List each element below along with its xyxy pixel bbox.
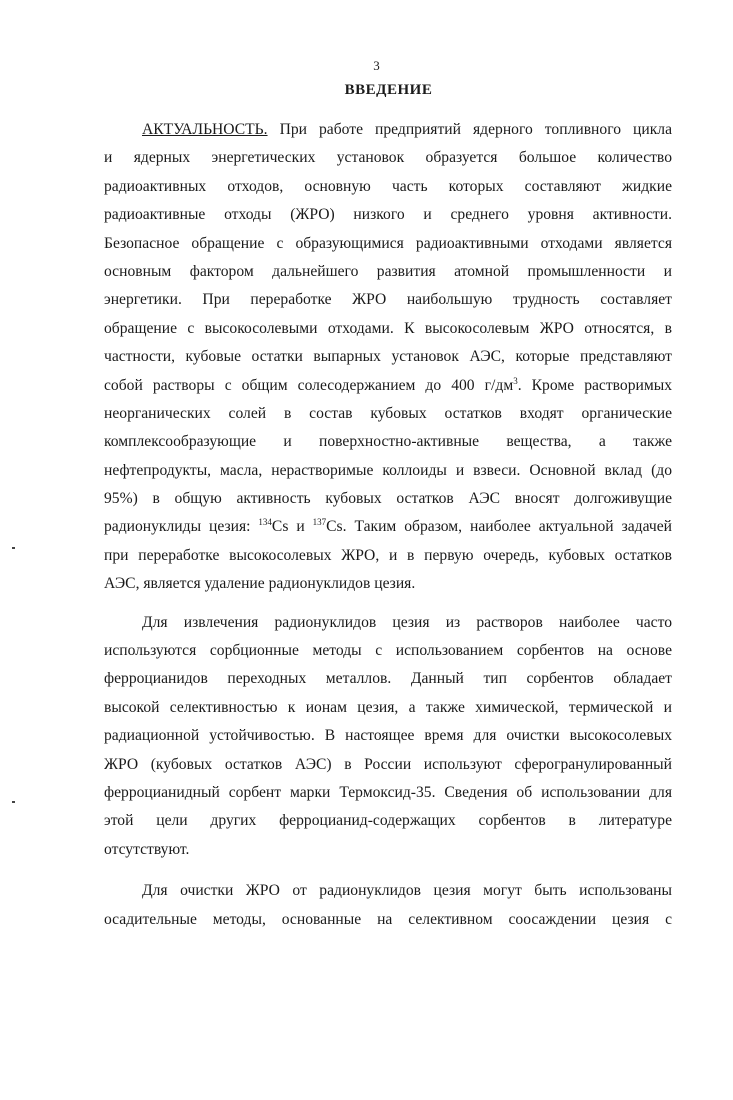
- paragraph-sorption: [104, 609, 672, 865]
- superscript: 134: [258, 517, 272, 528]
- paragraph-gap: [104, 599, 672, 609]
- paragraph-gap: [104, 864, 672, 877]
- relevance-label: АКТУАЛЬНОСТЬ.: [142, 121, 268, 138]
- text-line: основным фактором дальнейшего развития атомной промышленности и: [104, 262, 672, 280]
- text-line: неорганических солей в состав кубовых остатков входят органические: [104, 404, 672, 422]
- text-line: используются сорбционные методы с использованием сорбентов на основе: [104, 642, 672, 660]
- text-line: Для очистки ЖРО от радионуклидов цезия могут быть использованы: [142, 882, 672, 900]
- scan-margin-mark: [12, 801, 15, 803]
- body-text: [104, 116, 672, 934]
- text-line: отсутствуют.: [104, 840, 190, 858]
- page-number: 3: [373, 58, 380, 73]
- superscript: 3: [513, 375, 518, 386]
- text-line: АКТУАЛЬНОСТЬ. При работе предприятий ядерного топливного цикла: [142, 121, 672, 138]
- text-line: энергетики. При переработке ЖРО наибольшую трудность составляет: [104, 291, 672, 309]
- section-heading: ВВЕДЕНИЕ: [344, 82, 433, 98]
- text-line: радионуклиды цезия: $^{134}$Cs и $^{137}$Cs. Таким образом, наиболее актуальной задачей: [104, 517, 672, 536]
- scan-margin-mark: [12, 547, 15, 549]
- text-line: АЭС, является удаление радионуклидов цезия.: [104, 575, 416, 593]
- text-line: ферроцианидный сорбент марки Термоксид-35. Сведения об использовании для: [104, 783, 672, 801]
- paragraph-relevance: [104, 116, 672, 599]
- text-line: этой цели других ферроцианид-содержащих сорбентов в литературе: [104, 812, 672, 830]
- text-line: радиоактивные отходы (ЖРО) низкого и среднего уровня активности.: [104, 206, 672, 224]
- text-line: комплексообразующие и поверхностно-активные вещества, а также: [104, 433, 672, 451]
- text-line: осадительные методы, основанные на селективном соосаждении цезия с: [104, 910, 672, 928]
- superscript: 137: [312, 517, 327, 528]
- text-line: собой растворы с общим солесодержанием до 400 $г/дм^3$. Кроме растворимых: [104, 375, 672, 394]
- text-line: радиационной устойчивостью. В настоящее время для очистки высокосолевых: [104, 727, 672, 745]
- text-line: ферроцианидов переходных металлов. Данный тип сорбентов обладает: [104, 670, 672, 688]
- text-line: частности, кубовые остатки выпарных установок АЭС, которые представляют: [104, 348, 672, 366]
- text-line: ЖРО (кубовых остатков АЭС) в России используют сферогранулированный: [104, 755, 672, 773]
- text-line: Безопасное обращение с образующимися радиоактивными отходами является: [104, 234, 672, 252]
- text-line: 95%) в общую активность кубовых остатков АЭС вносят долгоживущие: [104, 490, 672, 508]
- text-line: при переработке высокосолевых ЖРО, и в первую очередь, кубовых остатков: [104, 546, 672, 564]
- paragraph-precipitation: [104, 877, 672, 934]
- text-line: Для извлечения радионуклидов цезия из растворов наиболее часто: [142, 613, 672, 631]
- text-line: нефтепродукты, масла, нерастворимые коллоиды и взвеси. Основной вклад (до: [104, 461, 672, 479]
- text-line: обращение с высокосолевыми отходами. К высокосолевым ЖРО относятся, в: [104, 319, 672, 337]
- text-line: и ядерных энергетических установок образуется большое количество: [104, 149, 672, 167]
- text-line: радиоактивных отходов, основную часть которых составляют жидкие: [104, 177, 672, 195]
- text-line: высокой селективностью к ионам цезия, а также химической, термической и: [104, 698, 672, 716]
